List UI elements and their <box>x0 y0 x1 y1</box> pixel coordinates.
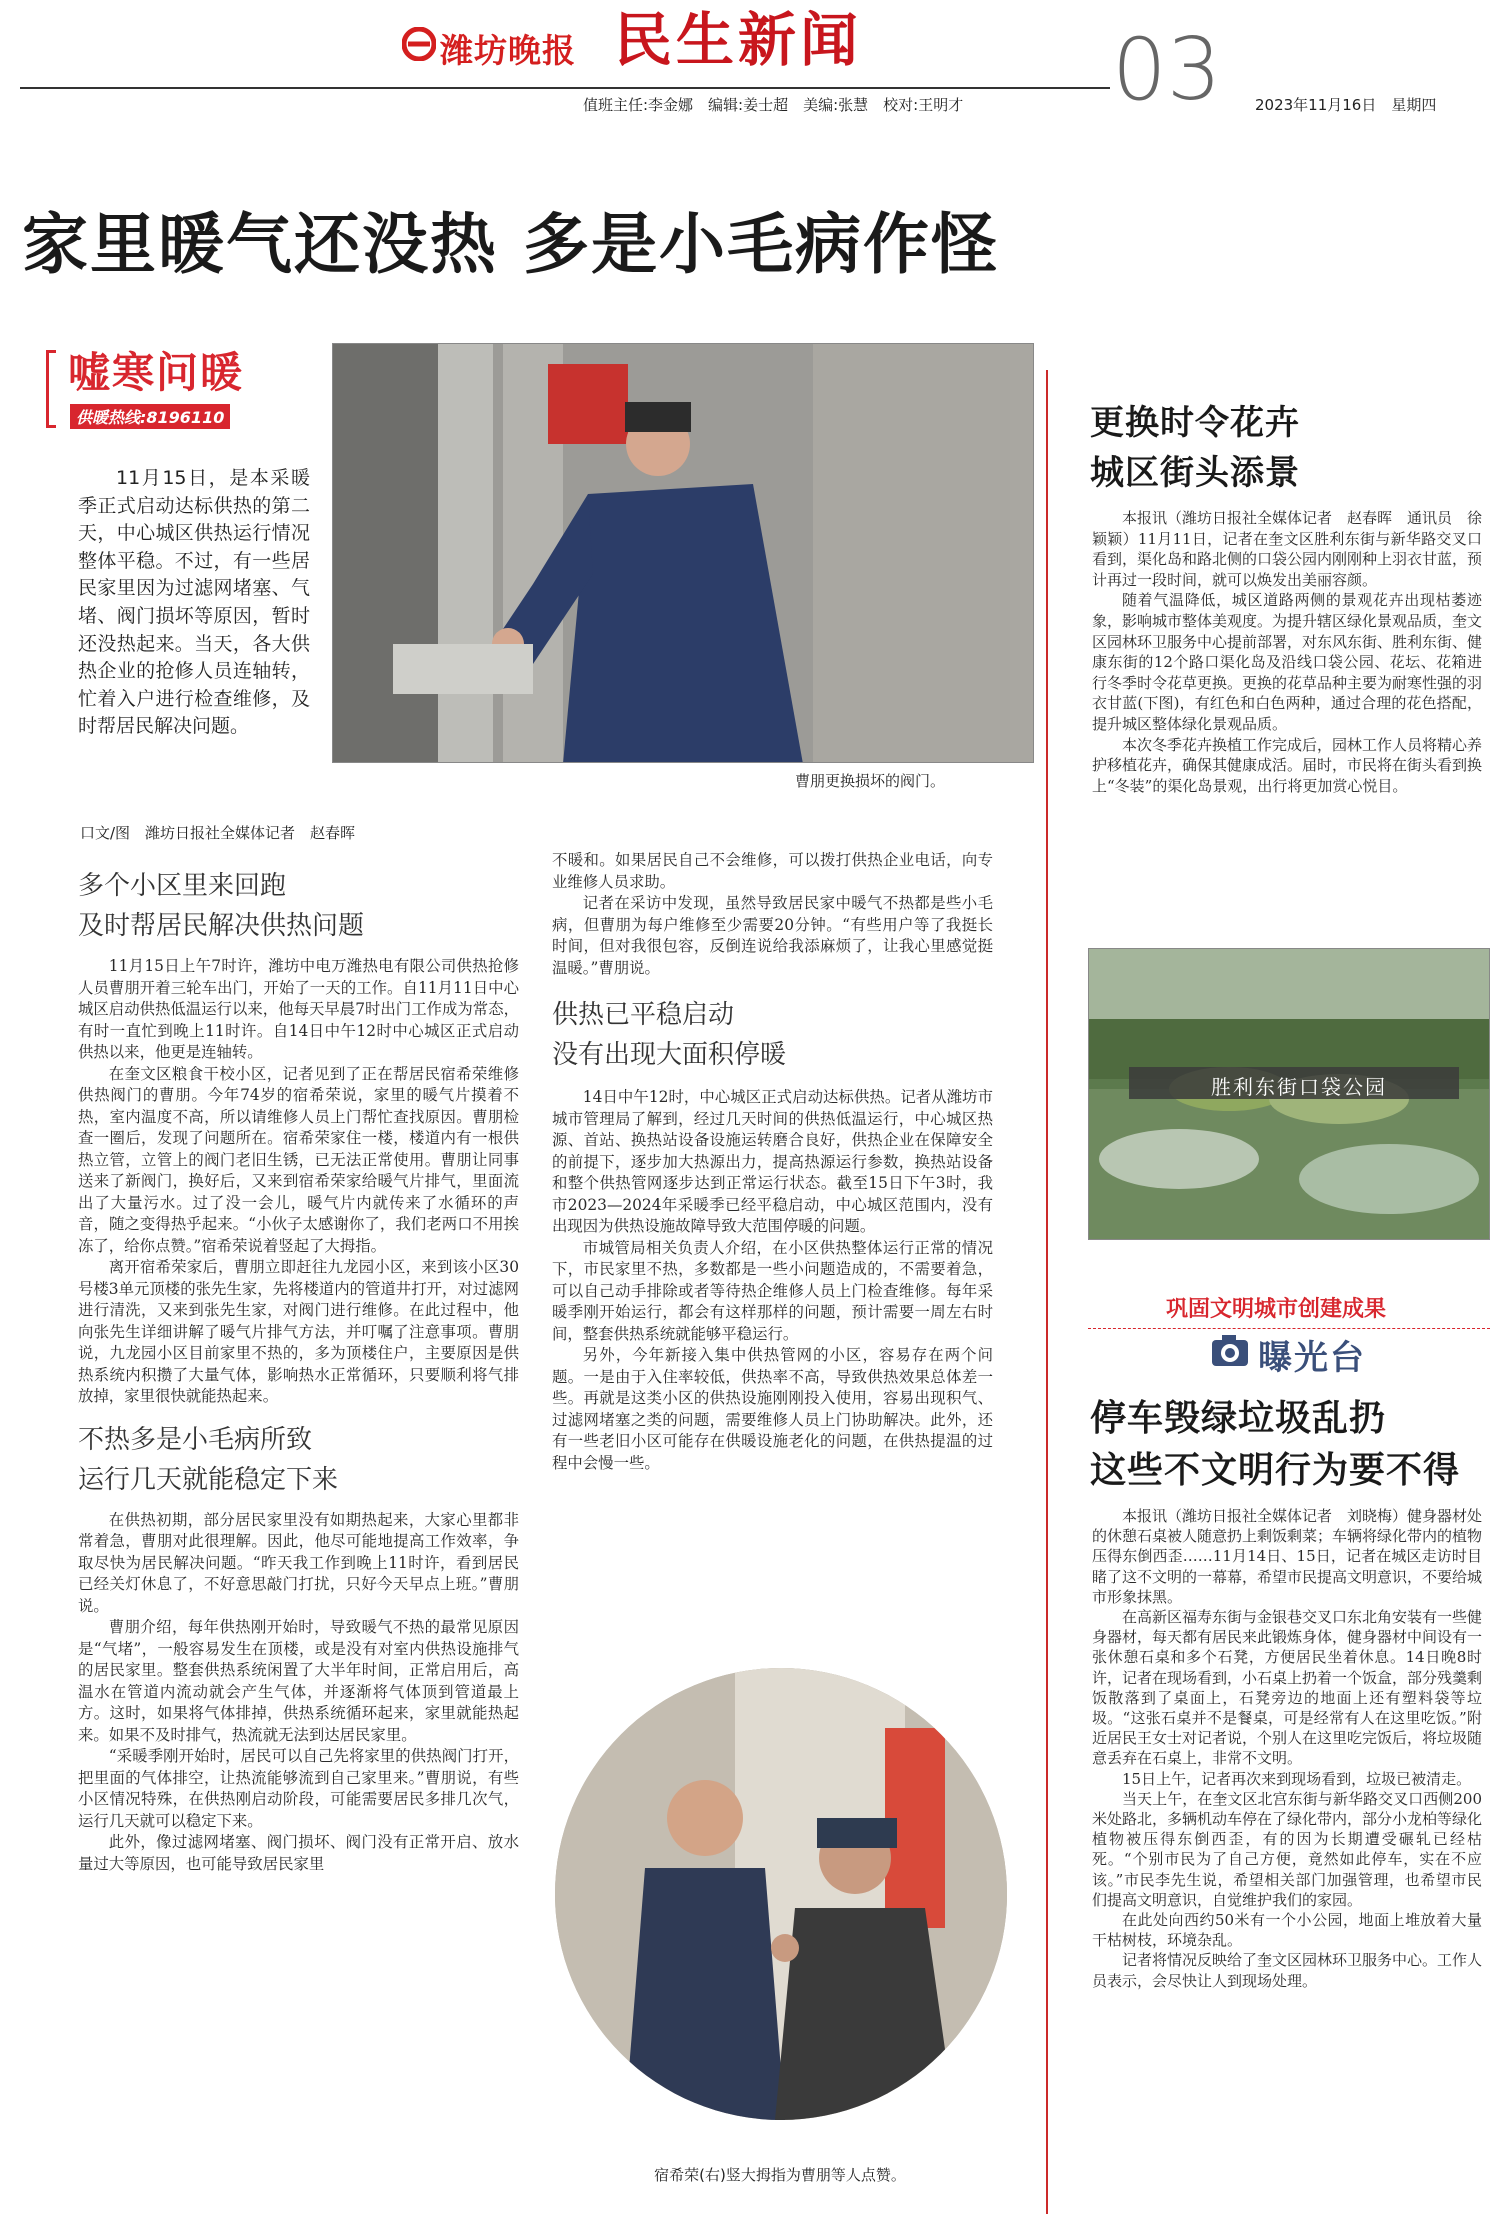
badge-hotline: 供暖热线:8196110 <box>70 404 230 429</box>
exposure-title: 曝光台 <box>1258 1338 1366 1378</box>
side1-title-1: 更换时令花卉 <box>1090 403 1300 443</box>
badge-title: 嘘寒问暖 <box>68 348 245 397</box>
exposure-badge <box>1088 1280 1490 1380</box>
paragraph: 记者在采访中发现，虽然导致居民家中暖气不热都是些小毛病，但曹朋为每户维修至少需要20分钟。“有些用户等了我挺长时间，但对我很包容，反倒连说给我添麻烦了，让我心里感觉挺温暖。”曹朋说。 <box>552 894 993 977</box>
column-badge <box>46 346 284 432</box>
subheading-3a: 供热已平稳启动 <box>552 1000 735 1030</box>
main-headline: 家里暖气还没热 多是小毛病作怪 <box>22 206 999 283</box>
section1-continued <box>552 850 993 979</box>
paragraph: 曹朋介绍，每年供热刚开始时，导致暖气不热的最常见原因是“气堵”，一般容易发生在顶楼，或是没有对室内供热设施排气的居民家里。整套供热系统闲置了大半年时间，正常启用后，高温水在管道内流动就会产生气体，并逐渐将气体顶到管道最上方。这时，如果将气体排掉，供热系统循环起来，家里就能热起来。如果不及时排气，热流就无法到达居民家里。 <box>78 1618 519 1744</box>
paragraph: 市城管局相关负责人介绍，在小区供热整体运行正常的情况下，市民家里不热，多数都是一些小问题造成的，不需要着急，可以自己动手排除或者等待热企维修人员上门检查维修。每年采暖季刚开始运行，都会有这样那样的问题，预计需要一周左右时间，整套供热系统就能够平稳运行。 <box>552 1238 993 1343</box>
exposure-tag: 巩固文明城市创建成果 <box>1166 1296 1387 1322</box>
paragraph: 14日中午12时，中心城区正式启动达标供热。记者从潍坊市城市管理局了解到，经过几天时间的供热低温运行，中心城区热源、首站、换热站设备设施运转磨合良好，供热企业在保障安全的前提下，逐步加大热源出力，提高热源运行参数，换热站设备和整个供热管网逐步达到正常运行状态。截至15日下午3时，我市2023—2024年采暖季已经平稳启动，中心城区范围内，没有出现因为供热设施故障导致大范围停暖的问题。 <box>552 1088 993 1235</box>
masthead-rule <box>20 87 1110 89</box>
masthead <box>0 0 1500 120</box>
subheading-3b: 没有出现大面积停暖 <box>552 1040 787 1070</box>
badge-left-bracket <box>46 350 56 428</box>
section-divider <box>1046 370 1048 2214</box>
paragraph: 15日上午，记者再次来到现场看到，垃圾已被清走。 <box>1122 1769 1472 1788</box>
paragraph: 另外，今年新接入集中供热管网的小区，容易存在两个问题。一是由于入住率较低，供热率不高，导致供热效果总体差一些。再就是这类小区的供热设施刚刚投入使用，容易出现积气、过滤网堵塞之类的问题，需要维修人员上门协助解决。此外，还有一些老旧小区可能存在供暖设施老化的问题，在供热提温的过程中会慢一些。 <box>552 1346 993 1472</box>
subheading-2a: 不热多是小毛病所致 <box>78 1424 313 1455</box>
camera-icon <box>1210 1332 1250 1368</box>
paragraph: “采暖季刚开始时，居民可以自己先将家里的供热阀门打开，把里面的气体排空，让热流能够流到自己家里来。”曹朋说，有些小区情况特殊，在供热刚启动阶段，可能需要居民多排几次气，运行几天就可以稳定下来。 <box>78 1747 519 1830</box>
section3-body <box>552 1087 993 1474</box>
paragraph: 在高新区福寿东街与金银巷交叉口东北角安装有一些健身器材，每天都有居民来此锻炼身体，健身器材中间设有一张休憩石桌和多个石凳，方便居民坐着休息。14日晚8时许，记者在现场看到，小石桌上扔着一个饭盒，部分残羹剩饭散落到了桌面上，石凳旁边的地面上还有塑料袋等垃圾。“这张石桌并不是餐桌，可是经常有人在这里吃饭。”附近居民王女士对记者说，个别人在这里吃完饭后，将垃圾随意丢弃在石桌上，非常不文明。 <box>1092 1608 1482 1768</box>
subheading-1b: 及时帮居民解决供热问题 <box>78 911 365 941</box>
paragraph: 记者将情况反映给了奎文区园林环卫服务中心。工作人员表示，会尽快让人到现场处理。 <box>1092 1951 1482 1990</box>
article-column-1 <box>78 866 519 1875</box>
lead-paragraph: 11月15日，是本采暖季正式启动达标供热的第二天，中心城区供热运行情况整体平稳。不过，有一些居民家里因为过滤网堵塞、气堵、阀门损坏等原因，暂时还没热起来。当天，各大供热企业的抢修人员连轴转，忙着入户进行检查维修，及时帮居民解决问题。 <box>78 467 310 738</box>
photo1-caption: 曹朋更换损坏的阀门。 <box>795 772 946 790</box>
repair-photo <box>332 343 1034 763</box>
paragraph: 在供热初期，部分居民家里没有如期热起来，大家心里都非常着急，曹朋对此很理解。因此，他尽可能地提高工作效率，争取尽快为居民解决问题。“昨天我工作到晚上11时许，看到居民已经关灯休息了，不好意思敲门打扰，只好今天早点上班。”曹朋说。 <box>78 1510 519 1615</box>
paragraph: 本报讯（潍坊日报社全媒体记者 刘晓梅）健身器材处的休憩石桌被人随意扔上剩饭剩菜；车辆将绿化带内的植物压得东倒西歪……11月14日、15日，记者在城区走访时目睹了这不文明的一幕幕，希望市民提高文明意识，不要给城市形象抹黑。 <box>1092 1507 1482 1606</box>
paragraph: 在此处向西约50米有一个小公园，地面上堆放着大量干枯树枝，环境杂乱。 <box>1092 1911 1482 1950</box>
editors-line: 值班主任:李金娜 编辑:姜士超 美编:张慧 校对:王明才 <box>583 96 964 114</box>
paragraph: 随着气温降低，城区道路两侧的景观花卉出现枯萎迹象，影响城市整体美观度。为提升辖区绿化景观品质，奎文区园林环卫服务中心提前部署，对东风东街、胜利东街、健康东街的12个路口渠化岛及沿线口袋公园、花坛、花箱进行冬季时令花草更换。更换的花草品种主要为耐寒性强的羽衣甘蓝(下图)，有红色和白色两种，通过合理的花色搭配，提升城区整体绿化景观品质。 <box>1092 591 1483 733</box>
paragraph: 本报讯（潍坊日报社全媒体记者 赵春晖 通讯员 徐颖颖）11月11日，记者在奎文区胜利东街与新华路交叉口看到，渠化岛和路北侧的口袋公园内刚刚种上羽衣甘蓝，预计再过一段时间，就可以焕发出美丽容颜。 <box>1092 509 1483 589</box>
issue-date: 2023年11月16日 星期四 <box>1255 96 1437 114</box>
paragraph: 离开宿希荣家后，曹朋立即赶往九龙园小区，来到该小区30号楼3单元顶楼的张先生家，先将楼道内的管道井打开，对过滤网进行清洗，又来到张先生家，对阀门进行维修。在此过程中，他向张先生详细讲解了暖气片排气方法，并叮嘱了注意事项。曹朋说，九龙园小区目前家里不热的，多为顶楼住户，主要原因是供热系统内积攒了大量气体，影响热水正常循环，只要顺利将气排放掉，家里很快就能热起来。 <box>78 1258 519 1405</box>
side1-title-2: 城区街头添景 <box>1090 453 1300 493</box>
side2-body <box>1092 1506 1482 2206</box>
paragraph: 本次冬季花卉换植工作完成后，园林工作人员将精心养护移植花卉，确保其健康成活。届时，市民将在街头看到换上“冬装”的渠化岛景观，出行将更加赏心悦目。 <box>1092 735 1483 795</box>
flower-park-photo <box>1088 948 1490 1240</box>
side2-title-2: 这些不文明行为要不得 <box>1090 1449 1461 1491</box>
badge-underline <box>1088 1328 1490 1329</box>
paragraph: 不暖和。如果居民自己不会维修，可以拨打供热企业电话，向专业维修人员求助。 <box>552 851 993 891</box>
section2-body <box>78 1510 519 1876</box>
byline: 口文/图 潍坊日报社全媒体记者 赵春晖 <box>80 824 356 842</box>
side1-body <box>1092 508 1482 796</box>
subheading-1a: 多个小区里来回跑 <box>78 871 287 901</box>
paragraph: 在奎文区粮食干校小区，记者见到了正在帮居民宿希荣维修供热阀门的曹朋。今年74岁的宿希荣说，家里的暖气片摸着不热，室内温度不高，所以请维修人员上门帮忙查找原因。曹朋检查一圈后，发现了问题所在。宿希荣家住一楼，楼道内有一根供热立管，立管上的阀门老旧生锈，已无法正常使用。曹朋让同事送来了新阀门，换好后，又来到宿希荣家给暖气片排气，里面流出了大量污水。过了没一会儿，暖气片内就传来了水循环的声音，随之变得热乎起来。“小伙子太感谢你了，我们老两口不用挨冻了，给你点赞。”宿希荣说着竖起了大拇指。 <box>78 1064 519 1255</box>
thumbs-up-photo <box>555 1668 1007 2120</box>
subheading-2b: 运行几天就能稳定下来 <box>78 1464 339 1495</box>
page-number: 03 <box>1112 20 1222 120</box>
side2-title-1: 停车毁绿垃圾乱扔 <box>1090 1397 1387 1439</box>
section1-body <box>78 956 519 1408</box>
paragraph: 11月15日上午7时许，潍坊中电万潍热电有限公司供热抢修人员曹朋开着三轮车出门，开始了一天的工作。自11月11日中心城区启动供热低温运行以来，他每天早晨7时出门工作成为常态，有时一直忙到晚上11时许。自14日中午12时中心城区正式启动供热以来，他更是连轴转。 <box>78 957 519 1061</box>
photo2-caption: 宿希荣(右)竖大拇指为曹朋等人点赞。 <box>654 2166 906 2184</box>
paper-name: 潍坊晚报 <box>440 31 576 70</box>
paragraph: 当天上午，在奎文区北宫东街与新华路交叉口西侧200米处路北，多辆机动车停在了绿化带内，部分小龙柏等绿化植物被压得东倒西歪，有的因为长期遭受碾轧已经枯死。“个别市民为了自己方便，竟然如此停车，实在不应该。”市民李先生说，希望相关部门加强管理，也希望市民们提高文明意识，自觉维护我们的家园。 <box>1092 1789 1482 1909</box>
park-sign-text: 胜利东街口袋公园 <box>1211 1075 1387 1099</box>
section-title: 民生新闻 <box>614 6 863 74</box>
newspaper-logo-icon <box>402 27 436 61</box>
paragraph: 此外，像过滤网堵塞、阀门损坏、阀门没有正常开启、放水量过大等原因，也可能导致居民家里 <box>78 1833 519 1873</box>
article-column-2 <box>552 850 993 1474</box>
